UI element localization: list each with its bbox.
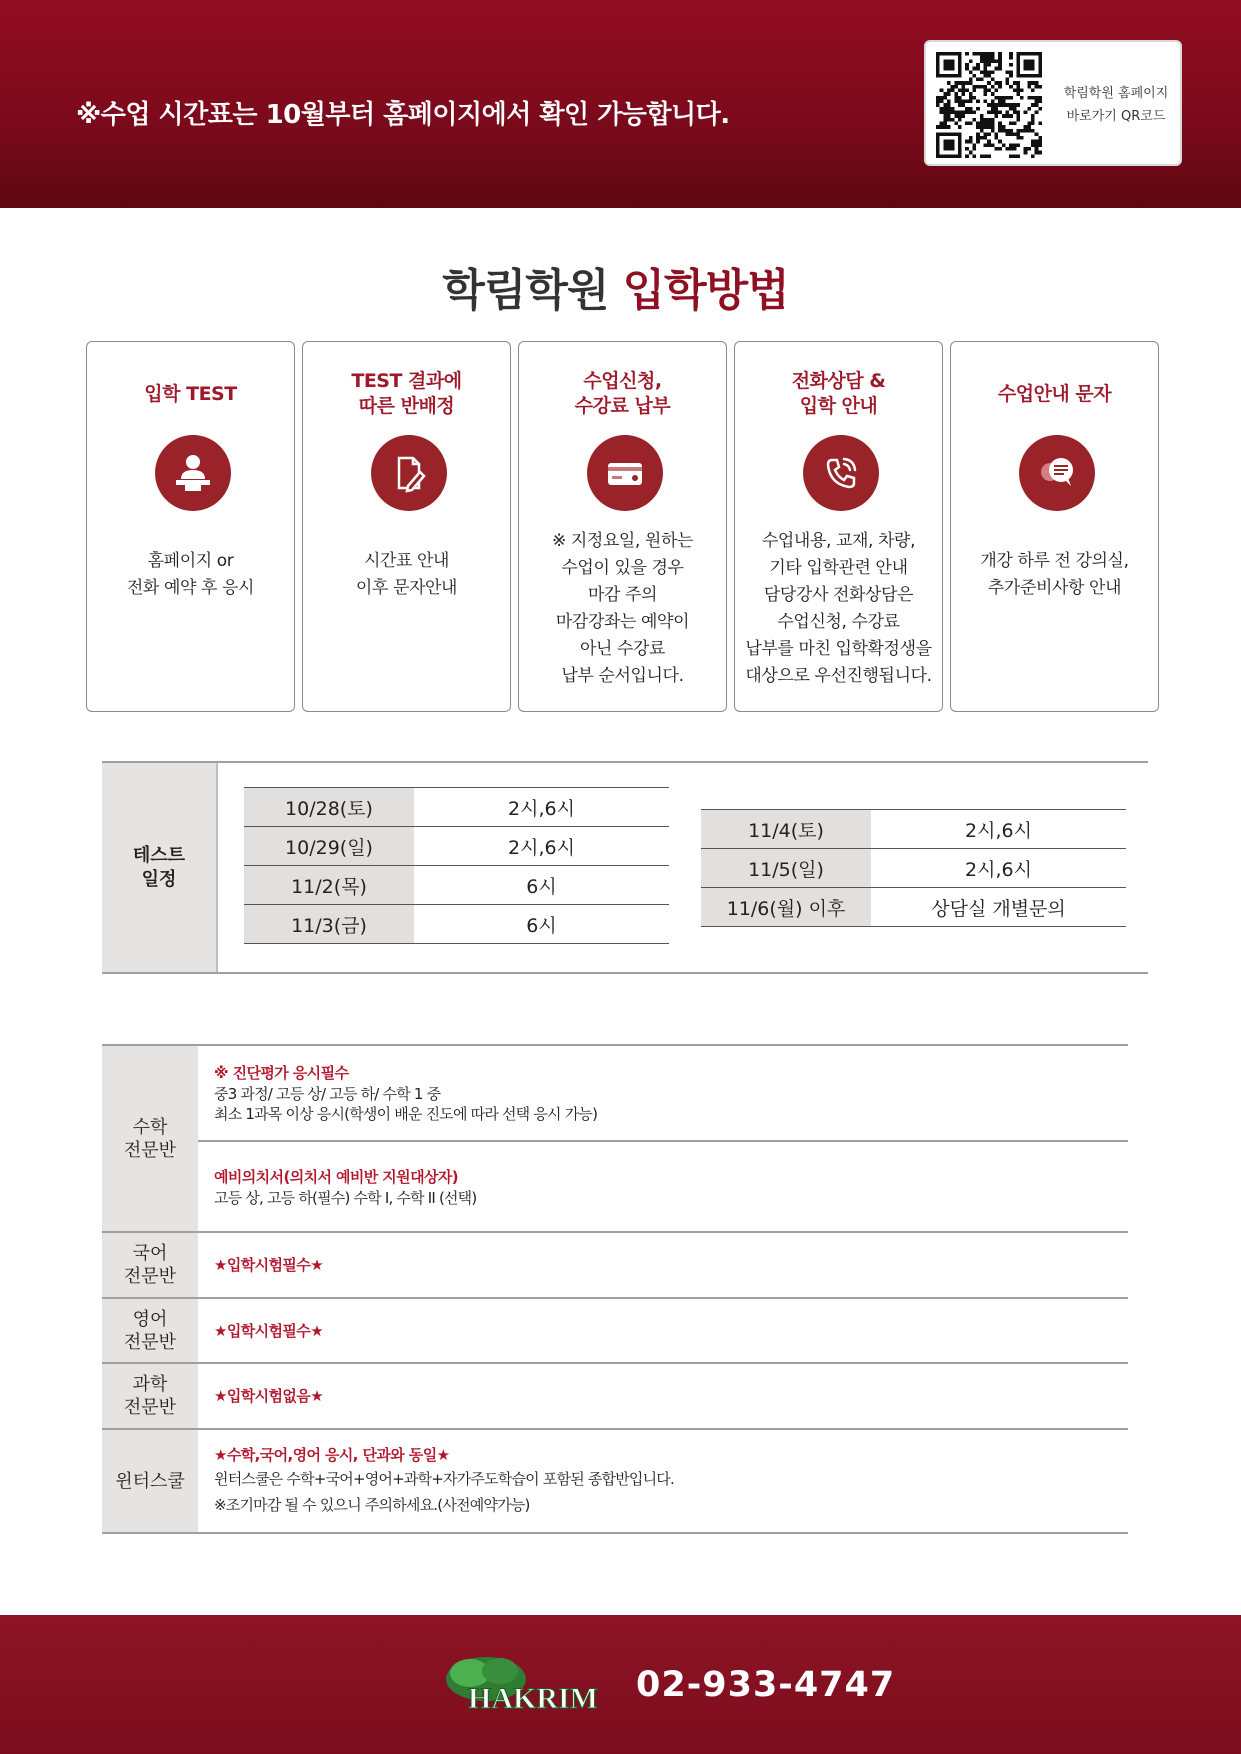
schedule-time: 2시,6시 xyxy=(871,849,1126,888)
step-title: 수업안내 문자 xyxy=(997,382,1112,405)
person-at-desk-icon xyxy=(155,435,231,511)
math-required-note: ※ 진단평가 응시필수 xyxy=(214,1064,349,1082)
document-pen-icon xyxy=(371,435,447,511)
footer xyxy=(0,1615,1241,1754)
step-title: 전화상담 & 입학 안내 xyxy=(791,370,886,417)
step-desc: 홈페이지 or 전화 예약 후 응시 xyxy=(126,551,255,598)
schedule-date: 11/5(일) xyxy=(701,849,871,888)
math-premed-title: 예비의치서(의치서 예비반 지원대상자) xyxy=(214,1167,458,1186)
schedule-time: 6시 xyxy=(414,905,669,944)
table-row xyxy=(244,827,669,866)
math-premed-subjects: 고등 상, 고등 하(필수) 수학 I, 수학 II (선택) xyxy=(214,1188,477,1207)
step-desc: 개강 하루 전 강의실, 추가준비사항 안내 xyxy=(980,551,1129,598)
step-desc: 시간표 안내 이후 문자안내 xyxy=(355,551,458,598)
step-card-registration-payment xyxy=(518,341,727,712)
step-title: 입학 TEST xyxy=(144,382,237,405)
class-info-table xyxy=(102,1044,1128,1534)
hakrim-logo[interactable] xyxy=(434,1651,614,1717)
qr-caption-line2: 바로가기 QR코드 xyxy=(1066,109,1166,124)
table-row xyxy=(701,888,1126,927)
qr-code-icon[interactable] xyxy=(936,52,1042,158)
table-row xyxy=(244,866,669,905)
korean-exam-note: ★입학시험필수★ xyxy=(214,1256,324,1274)
class-label: 윈터스쿨 xyxy=(102,1430,198,1532)
schedule-table-left xyxy=(244,787,669,944)
table-row xyxy=(244,905,669,944)
qr-card[interactable] xyxy=(924,40,1182,166)
step-desc: 수업내용, 교재, 차량, 기타 입학관련 안내 담당강사 전화상담은 수업신청, 수강료 납부를 마친 입학확정생을 대상으로 우선진행됩니다. xyxy=(745,531,932,686)
class-row-english xyxy=(102,1299,1128,1364)
step-title: 수업신청, 수강료 납부 xyxy=(574,370,671,417)
schedule-time: 상담실 개별문의 xyxy=(871,888,1126,927)
chat-bubbles-icon xyxy=(1019,435,1095,511)
class-row-math xyxy=(102,1046,1128,1233)
class-row-korean xyxy=(102,1233,1128,1299)
step-card-class-placement xyxy=(302,341,511,712)
winter-description: 윈터스쿨은 수학+국어+영어+과학+자가주도학습이 포함된 종합반입니다. xyxy=(214,1470,674,1488)
header-banner xyxy=(0,0,1241,208)
math-course-list: 중3 과정/ 고등 상/ 고등 하/ 수학 1 중 xyxy=(214,1085,441,1103)
phone-number[interactable]: 02-933-4747 xyxy=(636,1665,896,1705)
schedule-time: 2시,6시 xyxy=(414,827,669,866)
test-schedule xyxy=(102,761,1148,974)
schedule-date: 11/3(금) xyxy=(244,905,414,944)
winter-early-close-note: ※조기마감 될 수 있으니 주의하세요.(사전예약가능) xyxy=(214,1496,530,1514)
science-exam-note: ★입학시험없음★ xyxy=(214,1387,324,1405)
step-card-class-sms xyxy=(950,341,1159,712)
schedule-date: 10/28(토) xyxy=(244,788,414,827)
schedule-date: 10/29(일) xyxy=(244,827,414,866)
math-premed-section xyxy=(198,1140,1128,1231)
schedule-date: 11/2(목) xyxy=(244,866,414,905)
title-prefix: 학림학원 xyxy=(442,265,609,316)
qr-caption-line1: 학림학원 홈페이지 xyxy=(1063,86,1169,101)
class-label: 영어 전문반 xyxy=(102,1299,198,1362)
credit-card-icon xyxy=(587,435,663,511)
timetable-notice: ※수업 시간표는 10월부터 홈페이지에서 확인 가능합니다. xyxy=(76,100,730,130)
step-desc: ※ 지정요일, 원하는 수업이 있을 경우 마감 주의 마감강좌는 예약이 아닌 수강료 납부 순서입니다. xyxy=(551,531,693,686)
table-row xyxy=(701,810,1126,849)
class-label: 과학 전문반 xyxy=(102,1364,198,1428)
step-title: TEST 결과에 따른 반배정 xyxy=(351,370,462,417)
schedule-table-right xyxy=(701,809,1126,927)
step-card-entrance-test xyxy=(86,341,295,712)
logo-text: HAKRIM xyxy=(468,1682,598,1715)
phone-ringing-icon xyxy=(803,435,879,511)
class-label: 국어 전문반 xyxy=(102,1233,198,1297)
class-label: 수학 전문반 xyxy=(102,1046,198,1231)
schedule-time: 2시,6시 xyxy=(871,810,1126,849)
schedule-date: 11/4(토) xyxy=(701,810,871,849)
table-row xyxy=(701,849,1126,888)
math-min-subject: 최소 1과목 이상 응시(학생이 배운 진도에 따라 선택 응시 가능) xyxy=(214,1105,598,1123)
winter-exam-note: ★수학,국어,영어 응시, 단과와 동일★ xyxy=(214,1446,450,1464)
title-accent: 입학방법 xyxy=(622,265,789,316)
class-row-winter-school xyxy=(102,1430,1128,1534)
step-card-phone-consult xyxy=(734,341,943,712)
qr-caption xyxy=(1056,82,1176,128)
table-row xyxy=(244,788,669,827)
schedule-label: 테스트 일정 xyxy=(102,763,218,972)
math-diagnostic-section xyxy=(198,1046,1128,1140)
schedule-date: 11/6(월) 이후 xyxy=(701,888,871,927)
english-exam-note: ★입학시험필수★ xyxy=(214,1321,324,1340)
class-row-science xyxy=(102,1364,1128,1430)
schedule-time: 6시 xyxy=(414,866,669,905)
schedule-time: 2시,6시 xyxy=(414,788,669,827)
page-title xyxy=(0,254,1231,318)
